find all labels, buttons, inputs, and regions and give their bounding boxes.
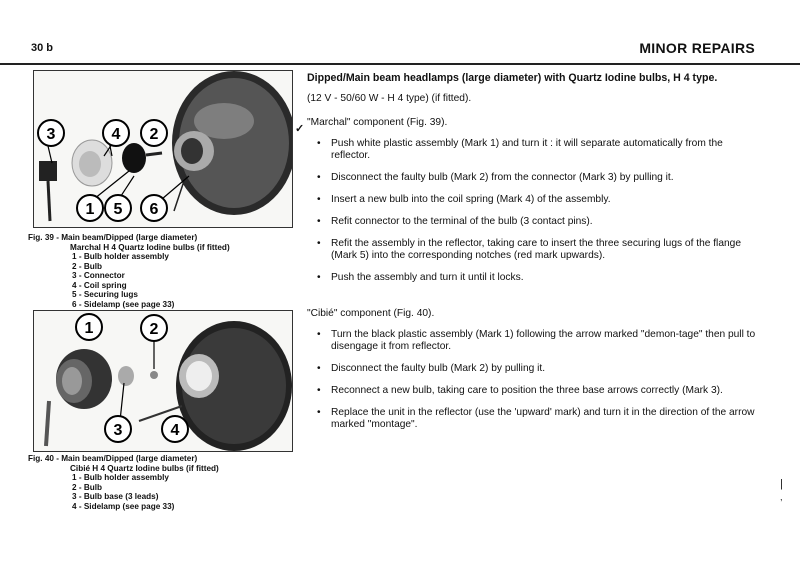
step-item: • Turn the black plastic assembly (Mark 1) following the arrow marked "demon-tage" then pull to disengage it from reflector. [307,329,757,353]
spec-line: (12 V - 50/60 W - H 4 type) (if fitted). [307,93,472,104]
step-item: • Disconnect the faulty bulb (Mark 2) from the connector (Mark 3) by pulling it. [307,172,757,184]
step-item: • Push white plastic assembly (Mark 1) and turn it : it will separate automatically from the reflector. [307,138,757,162]
fig39-mark-4: 4 [111,126,121,143]
caption-item: 4 - Coil spring [72,280,127,290]
cibie-steps [307,329,757,431]
fig39-mark-6: 6 [149,201,159,218]
margin-dot-icon: , [780,492,783,502]
figure-40-image [33,310,293,452]
figure-39-caption [28,233,230,309]
caption-subtitle: Marchal H 4 Quartz Iodine bulbs (if fitted) [70,242,230,252]
caption-item: 6 - Sidelamp (see page 33) [72,299,175,309]
step-item: • Replace the unit in the reflector (use the 'upward' mark) and turn it in the direction of the arrow marked "montage". [307,407,757,431]
step-item: • Refit the assembly in the reflector, taking care to insert the three securing lugs of the flange (Mark 5) into the corresponding notches (red mark upwards). [307,238,757,262]
caption-item: 2 - Bulb [72,482,103,492]
figure-40-caption [28,454,219,511]
page-number: 30 b [31,42,54,54]
caption-title: Fig. 40 - Main beam/Dipped (large diameter) [28,454,198,463]
caption-item: 2 - Bulb [72,261,103,271]
step-item: • Reconnect a new bulb, taking care to position the three base arrows correctly (Mark 3). [307,385,757,397]
marchal-title: "Marchal" component (Fig. 39). [307,117,448,128]
fig39-mark-5: 5 [113,201,123,218]
fig39-mark-3: 3 [46,126,56,143]
instructions [307,72,757,431]
fig39-mark-1: 1 [85,201,95,218]
section-heading: Dipped/Main beam headlamps (large diameter) with Quartz Iodine bulbs, H 4 type. [307,72,718,84]
header-rule [0,63,800,65]
margin-mark-icon: | [780,478,783,490]
figure-39-image [33,70,293,228]
caption-item: 5 - Securing lugs [72,290,138,299]
fig39-mark-2: 2 [149,126,159,143]
fig40-mark-4: 4 [170,422,180,439]
caption-item: 1 - Bulb holder assembly [72,252,169,261]
marchal-steps [307,138,757,284]
step-item: • Disconnect the faulty bulb (Mark 2) by pulling it. [307,363,757,375]
caption-item: 4 - Sidelamp (see page 33) [72,501,175,511]
step-item: • Refit connector to the terminal of the bulb (3 contact pins). [307,216,757,228]
fig40-mark-2: 2 [149,321,159,338]
section-title: MINOR REPAIRS [639,40,755,56]
fig40-mark-3: 3 [113,422,123,439]
caption-item: 1 - Bulb holder assembly [72,473,169,482]
step-item: • Push the assembly and turn it until it locks. [307,272,757,284]
caption-item: 3 - Bulb base (3 leads) [72,492,159,501]
caption-subtitle: Cibié H 4 Quartz Iodine bulbs (if fitted) [70,463,219,473]
caption-title: Fig. 39 - Main beam/Dipped (large diameter) [28,233,198,242]
checkmark-icon: ✓ [295,123,305,135]
step-item: • Insert a new bulb into the coil spring (Mark 4) of the assembly. [307,194,757,206]
caption-item: 3 - Connector [72,271,125,280]
fig40-mark-1: 1 [84,320,94,337]
cibie-title: "Cibié" component (Fig. 40). [307,308,435,319]
